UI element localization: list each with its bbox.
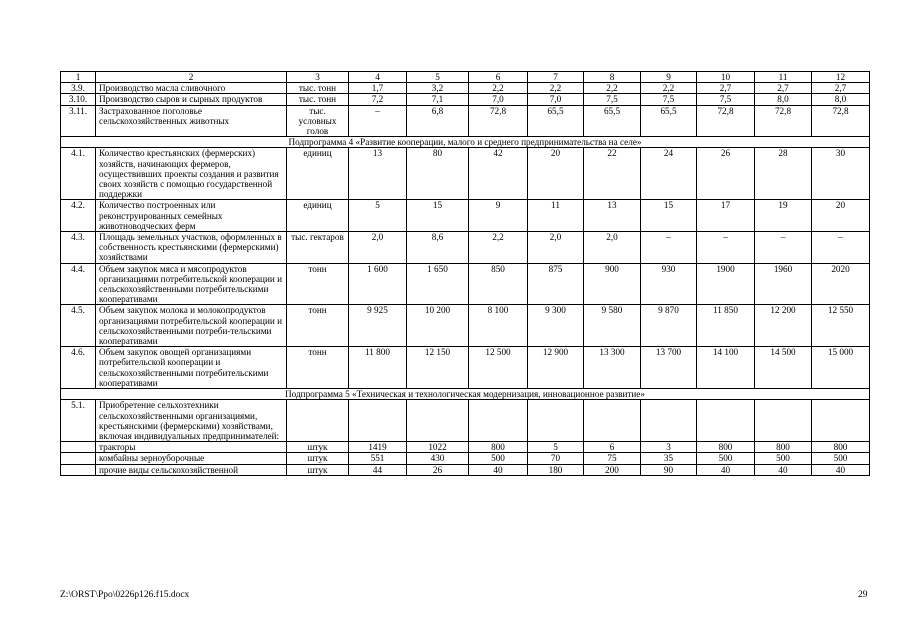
value-cell: 9 580 bbox=[584, 305, 641, 347]
value-cell: 9 925 bbox=[349, 305, 407, 347]
unit-cell: тыс. тонн bbox=[287, 94, 349, 105]
value-cell: – bbox=[641, 232, 697, 264]
value-cell: 11 850 bbox=[697, 305, 755, 347]
subprogram-heading-row bbox=[61, 137, 870, 148]
value-cell: 14 100 bbox=[697, 347, 755, 389]
value-cell: – bbox=[697, 232, 755, 264]
value-cell: 12 500 bbox=[469, 347, 528, 389]
value-cell: 3,2 bbox=[407, 83, 469, 94]
unit-cell: единиц bbox=[287, 200, 349, 232]
indicator-name-cell: Объем закупок овощей организациями потребительской кооперации и сельскохозяйственными потребительскими кооперативами bbox=[96, 347, 287, 389]
unit-cell: тыс. условных голов bbox=[287, 105, 349, 137]
table-row bbox=[61, 263, 870, 305]
indicator-name-cell: комбайны зерноуборочные bbox=[96, 453, 287, 464]
value-cell bbox=[349, 400, 407, 442]
indicator-name-cell: Площадь земельных участков, оформленных в собственность крестьянскими (фермерскими) хозяйствами bbox=[96, 232, 287, 264]
value-cell: 72,8 bbox=[469, 105, 528, 137]
value-cell: 2,2 bbox=[641, 83, 697, 94]
value-cell: 70 bbox=[528, 453, 584, 464]
row-number-cell bbox=[61, 442, 96, 453]
value-cell bbox=[812, 400, 870, 442]
value-cell: 930 bbox=[641, 263, 697, 305]
table-row bbox=[61, 347, 870, 389]
value-cell: 850 bbox=[469, 263, 528, 305]
value-cell: – bbox=[812, 232, 870, 264]
column-number-cell: 4 bbox=[349, 72, 407, 83]
value-cell: 8,0 bbox=[812, 94, 870, 105]
value-cell: 7,5 bbox=[584, 94, 641, 105]
row-number-cell: 4.6. bbox=[61, 347, 96, 389]
value-cell: 200 bbox=[584, 464, 641, 475]
value-cell bbox=[469, 400, 528, 442]
table-row bbox=[61, 305, 870, 347]
indicator-name-cell: Объем закупок мяса и мясопродуктов организациями потребительской кооперации и сельскохозяйственными потребительскими кооперативами bbox=[96, 263, 287, 305]
value-cell: 6 bbox=[584, 442, 641, 453]
value-cell: 1419 bbox=[349, 442, 407, 453]
value-cell: 1960 bbox=[755, 263, 812, 305]
value-cell: 75 bbox=[584, 453, 641, 464]
value-cell: 9 300 bbox=[528, 305, 584, 347]
value-cell: 551 bbox=[349, 453, 407, 464]
value-cell: 20 bbox=[812, 200, 870, 232]
row-number-cell: 4.2. bbox=[61, 200, 96, 232]
column-number-cell: 6 bbox=[469, 72, 528, 83]
table-row bbox=[61, 105, 870, 137]
indicator-name-cell: Производство масла сливочного bbox=[96, 83, 287, 94]
indicator-name-cell: Количество построенных или реконструированных семейных животноводческих ферм bbox=[96, 200, 287, 232]
row-number-cell: 4.5. bbox=[61, 305, 96, 347]
table-body bbox=[61, 72, 870, 476]
value-cell: 2,0 bbox=[528, 232, 584, 264]
value-cell: 500 bbox=[697, 453, 755, 464]
value-cell: 8,6 bbox=[407, 232, 469, 264]
value-cell: 15 bbox=[641, 200, 697, 232]
value-cell: – bbox=[755, 232, 812, 264]
indicator-name-cell: Производство сыров и сырных продуктов bbox=[96, 94, 287, 105]
row-number-cell bbox=[61, 464, 96, 475]
value-cell: 1900 bbox=[697, 263, 755, 305]
value-cell: 42 bbox=[469, 148, 528, 200]
table-row bbox=[61, 442, 870, 453]
value-cell: 2,2 bbox=[528, 83, 584, 94]
table-row bbox=[61, 400, 870, 442]
value-cell: 7,2 bbox=[349, 94, 407, 105]
value-cell: 17 bbox=[697, 200, 755, 232]
value-cell: 2,2 bbox=[469, 83, 528, 94]
table-row bbox=[61, 200, 870, 232]
value-cell bbox=[755, 400, 812, 442]
row-number-cell: 3.11. bbox=[61, 105, 96, 137]
unit-cell: единиц bbox=[287, 148, 349, 200]
value-cell: 5 bbox=[349, 200, 407, 232]
value-cell: 13 300 bbox=[584, 347, 641, 389]
value-cell: 2,7 bbox=[812, 83, 870, 94]
unit-cell: тонн bbox=[287, 347, 349, 389]
value-cell: 3 bbox=[641, 442, 697, 453]
table-row bbox=[61, 453, 870, 464]
indicators-table bbox=[60, 71, 870, 476]
value-cell: 22 bbox=[584, 148, 641, 200]
value-cell: 72,8 bbox=[697, 105, 755, 137]
value-cell: 2020 bbox=[812, 263, 870, 305]
value-cell: 65,5 bbox=[584, 105, 641, 137]
value-cell: 1 650 bbox=[407, 263, 469, 305]
footer-page-number: 29 bbox=[858, 590, 868, 600]
unit-cell: тонн bbox=[287, 263, 349, 305]
value-cell: 900 bbox=[584, 263, 641, 305]
value-cell bbox=[528, 400, 584, 442]
value-cell: 20 bbox=[528, 148, 584, 200]
subprogram-heading-row bbox=[61, 389, 870, 400]
value-cell: 12 900 bbox=[528, 347, 584, 389]
table-header-row bbox=[61, 72, 870, 83]
value-cell: 500 bbox=[812, 453, 870, 464]
column-number-cell: 9 bbox=[641, 72, 697, 83]
unit-cell: штук bbox=[287, 442, 349, 453]
indicator-name-cell: Застрахованное поголовье сельскохозяйственных животных bbox=[96, 105, 287, 137]
row-number-cell: 4.3. bbox=[61, 232, 96, 264]
value-cell bbox=[584, 400, 641, 442]
value-cell: 6,8 bbox=[407, 105, 469, 137]
value-cell: 1,7 bbox=[349, 83, 407, 94]
value-cell: 7,0 bbox=[528, 94, 584, 105]
value-cell: 875 bbox=[528, 263, 584, 305]
value-cell: 8,0 bbox=[755, 94, 812, 105]
column-number-cell: 7 bbox=[528, 72, 584, 83]
value-cell: 24 bbox=[641, 148, 697, 200]
indicator-name-cell: прочие виды сельскохозяйственной bbox=[96, 464, 287, 475]
value-cell: 7,5 bbox=[641, 94, 697, 105]
column-number-cell: 11 bbox=[755, 72, 812, 83]
subprogram-heading: Подпрограмма 5 «Техническая и технологическая модернизация, инновационное развитие» bbox=[61, 389, 870, 400]
table-row bbox=[61, 148, 870, 200]
value-cell: 7,5 bbox=[697, 94, 755, 105]
value-cell: 800 bbox=[697, 442, 755, 453]
value-cell: 500 bbox=[469, 453, 528, 464]
value-cell: 7,0 bbox=[469, 94, 528, 105]
indicator-name-cell: Объем закупок молока и молокопродуктов организациями потребительской кооперации и сельскохозяйственными потреби-тельскими кооперативами bbox=[96, 305, 287, 347]
value-cell: 26 bbox=[697, 148, 755, 200]
value-cell: 72,8 bbox=[755, 105, 812, 137]
unit-cell: тонн bbox=[287, 305, 349, 347]
row-number-cell: 3.10. bbox=[61, 94, 96, 105]
value-cell: 2,7 bbox=[755, 83, 812, 94]
value-cell: 12 150 bbox=[407, 347, 469, 389]
unit-cell: штук bbox=[287, 453, 349, 464]
value-cell: 11 800 bbox=[349, 347, 407, 389]
unit-cell: тыс. тонн bbox=[287, 83, 349, 94]
value-cell: 30 bbox=[812, 148, 870, 200]
table-row bbox=[61, 94, 870, 105]
value-cell: 430 bbox=[407, 453, 469, 464]
value-cell: 40 bbox=[755, 464, 812, 475]
unit-cell: тыс. гектаров bbox=[287, 232, 349, 264]
column-number-cell: 1 bbox=[61, 72, 96, 83]
value-cell: 7,1 bbox=[407, 94, 469, 105]
footer-file-path: Z:\ORST\Ppo\0226p126.f15.docx bbox=[60, 590, 190, 600]
column-number-cell: 10 bbox=[697, 72, 755, 83]
value-cell: 90 bbox=[641, 464, 697, 475]
value-cell: 8 100 bbox=[469, 305, 528, 347]
unit-cell: штук bbox=[287, 464, 349, 475]
value-cell: 12 550 bbox=[812, 305, 870, 347]
table-row bbox=[61, 83, 870, 94]
row-number-cell bbox=[61, 453, 96, 464]
value-cell: 72,8 bbox=[812, 105, 870, 137]
value-cell: 13 bbox=[349, 148, 407, 200]
row-number-cell: 4.4. bbox=[61, 263, 96, 305]
column-number-cell: 2 bbox=[96, 72, 287, 83]
value-cell: 5 bbox=[528, 442, 584, 453]
value-cell: 11 bbox=[528, 200, 584, 232]
value-cell: 15 000 bbox=[812, 347, 870, 389]
value-cell: 65,5 bbox=[641, 105, 697, 137]
value-cell: 10 200 bbox=[407, 305, 469, 347]
indicator-name-cell: Приобретение сельхозтехники сельскохозяйственными организациями, крестьянскими (фермерскими) хозяйствами, включая индивидуальных предпринимателей: bbox=[96, 400, 287, 442]
value-cell: 2,0 bbox=[584, 232, 641, 264]
row-number-cell: 5.1. bbox=[61, 400, 96, 442]
value-cell: 40 bbox=[469, 464, 528, 475]
value-cell: 2,2 bbox=[469, 232, 528, 264]
row-number-cell: 4.1. bbox=[61, 148, 96, 200]
value-cell: 14 500 bbox=[755, 347, 812, 389]
value-cell: 40 bbox=[697, 464, 755, 475]
value-cell: 9 870 bbox=[641, 305, 697, 347]
table-row bbox=[61, 464, 870, 475]
value-cell: 1022 bbox=[407, 442, 469, 453]
value-cell: 12 200 bbox=[755, 305, 812, 347]
value-cell: 80 bbox=[407, 148, 469, 200]
column-number-cell: 3 bbox=[287, 72, 349, 83]
row-number-cell: 3.9. bbox=[61, 83, 96, 94]
value-cell: 15 bbox=[407, 200, 469, 232]
column-number-cell: 8 bbox=[584, 72, 641, 83]
value-cell: 13 bbox=[584, 200, 641, 232]
value-cell: 40 bbox=[812, 464, 870, 475]
value-cell: 19 bbox=[755, 200, 812, 232]
value-cell: 180 bbox=[528, 464, 584, 475]
subprogram-heading: Подпрограмма 4 «Развитие кооперации, малого и среднего предпринимательства на селе» bbox=[61, 137, 870, 148]
value-cell bbox=[641, 400, 697, 442]
value-cell: 2,7 bbox=[697, 83, 755, 94]
unit-cell bbox=[287, 400, 349, 442]
value-cell: – bbox=[349, 105, 407, 137]
value-cell: 800 bbox=[469, 442, 528, 453]
value-cell: 800 bbox=[755, 442, 812, 453]
value-cell: 26 bbox=[407, 464, 469, 475]
column-number-cell: 12 bbox=[812, 72, 870, 83]
value-cell bbox=[407, 400, 469, 442]
indicator-name-cell: Количество крестьянских (фермерских) хозяйств, начинающих фермеров, осуществивших проекты создания и развития своих хозяйств с помощью государственной поддержки bbox=[96, 148, 287, 200]
value-cell: 800 bbox=[812, 442, 870, 453]
value-cell: 1 600 bbox=[349, 263, 407, 305]
table-row bbox=[61, 232, 870, 264]
value-cell bbox=[697, 400, 755, 442]
value-cell: 65,5 bbox=[528, 105, 584, 137]
value-cell: 35 bbox=[641, 453, 697, 464]
value-cell: 28 bbox=[755, 148, 812, 200]
value-cell: 2,0 bbox=[349, 232, 407, 264]
indicator-name-cell: тракторы bbox=[96, 442, 287, 453]
value-cell: 44 bbox=[349, 464, 407, 475]
value-cell: 13 700 bbox=[641, 347, 697, 389]
value-cell: 9 bbox=[469, 200, 528, 232]
value-cell: 500 bbox=[755, 453, 812, 464]
value-cell: 2,2 bbox=[584, 83, 641, 94]
column-number-cell: 5 bbox=[407, 72, 469, 83]
